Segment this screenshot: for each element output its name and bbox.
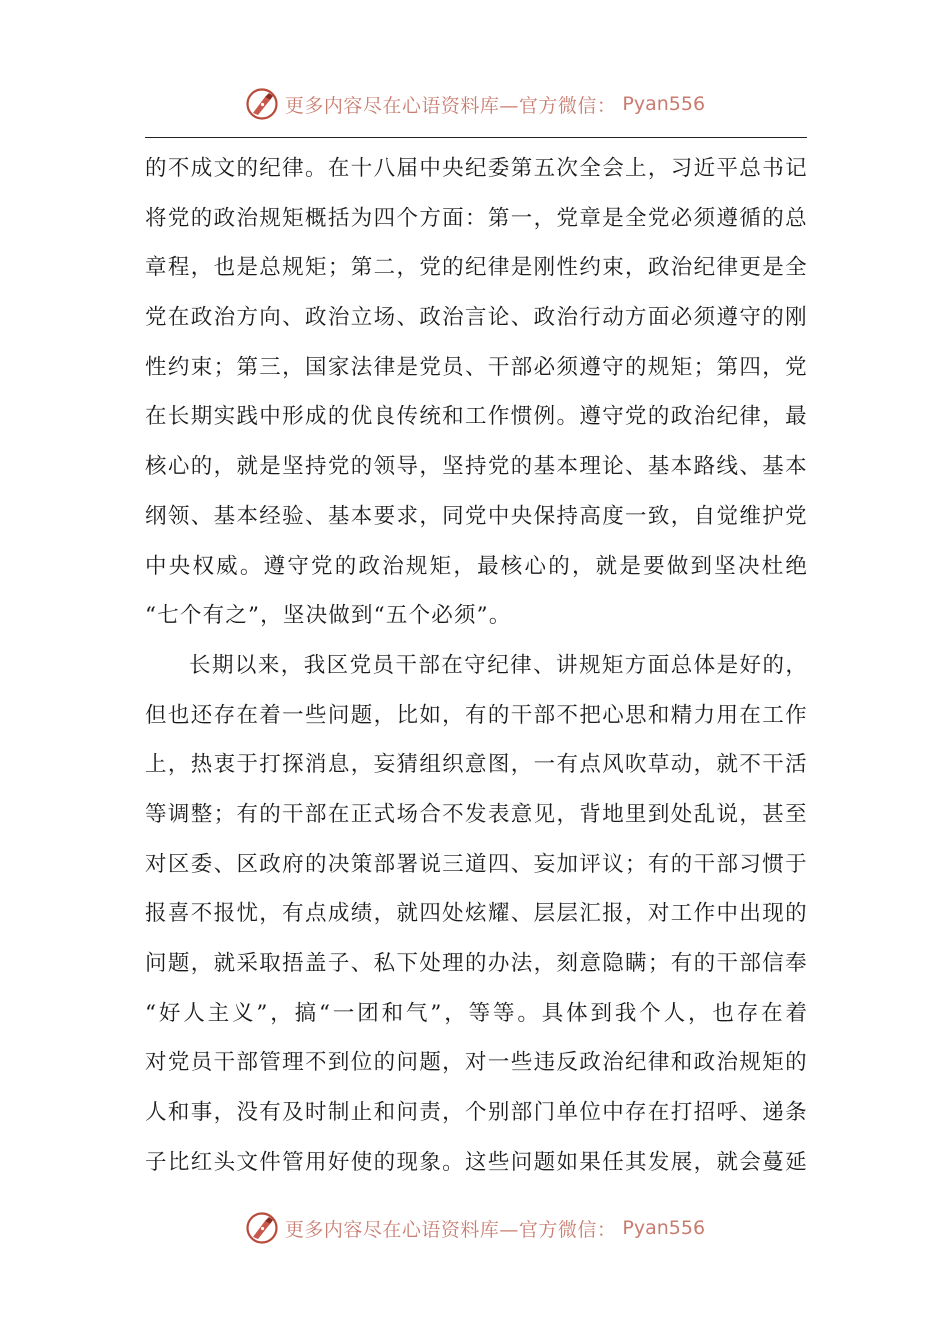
- text-line: 中 央 权 威 。 遵 守 党 的 政 治 规 矩 ， 最 核 心 的 ， 就 是 要 做 到 坚 决 杜 绝: [145, 553, 807, 579]
- text-line: 的 不 成 文 的 纪 律 。 在 十 八 届 中 央 纪 委 第 五 次 全 会 上 ， 习 近 平 总 书 记: [145, 156, 807, 181]
- text-line: 人 和 事 ， 没 有 及 时 制 止 和 问 责 ， 个 别 部 门 单 位 中 存 在 打 招 呼 、 递 条: [145, 1100, 807, 1126]
- text-line: “ 好 人 主 义 ” ， 搞 “ 一 团 和 气 ” ， 等 等 。 具 体 到 我 个 人 ， 也 存 在 着: [145, 1000, 807, 1026]
- text-line: 问 题 ， 就 采 取 捂 盖 子 、 私 下 处 理 的 办 法 ， 刻 意 隐 瞒 ； 有 的 干 部 信 奉: [145, 951, 807, 976]
- header-divider: [145, 137, 807, 138]
- text-line: 将 党 的 政 治 规 矩 概 括 为 四 个 方 面 ： 第 一 ， 党 章 是 全 党 必 须 遵 循 的 总: [145, 205, 807, 231]
- text-line: 章 程 ， 也 是 总 规 矩 ； 第 二 ， 党 的 纪 律 是 刚 性 约 束 ， 政 治 纪 律 更 是 全: [145, 255, 807, 281]
- text-line: 性 约 束 ； 第 三 ， 国 家 法 律 是 党 员 、 干 部 必 须 遵 守 的 规 矩 ； 第 四 ， 党: [145, 354, 807, 380]
- watermark-text: 更多内容尽在心语资料库—官方微信：: [284, 1218, 617, 1241]
- text-line: 报 喜 不 报 忧 ， 有 点 成 绩 ， 就 四 处 炫 耀 、 层 层 汇 报 ， 对 工 作 中 出 现 的: [145, 901, 807, 927]
- text-line: 党 在 政 治 方 向 、 政 治 立 场 、 政 治 言 论 、 政 治 行 动 方 面 必 须 遵 守 的 刚: [145, 305, 807, 331]
- text-line: 长 期 以 来 ， 我 区 党 员 干 部 在 守 纪 律 、 讲 规 矩 方 面 总 体 是 好 的 ，: [189, 652, 807, 678]
- watermark-wechat-id: Pyan556: [622, 93, 706, 115]
- text-line: “七个有之”，坚决做到“五个必须”。: [145, 603, 512, 629]
- text-line: 对 党 员 干 部 管 理 不 到 位 的 问 题 ， 对 一 些 违 反 政 治 纪 律 和 政 治 规 矩 的: [145, 1050, 807, 1076]
- text-line: 上 ， 热 衷 于 打 探 消 息 ， 妄 猜 组 织 意 图 ， 一 有 点 风 吹 草 动 ， 就 不 干 活: [145, 752, 807, 778]
- text-line: 等 调 整 ； 有 的 干 部 在 正 式 场 合 不 发 表 意 见 ， 背 地 里 到 处 乱 说 ， 甚 至: [145, 801, 807, 827]
- pen-nib-logo-icon: [245, 87, 279, 121]
- watermark-footer: [0, 1208, 950, 1248]
- pen-nib-logo-icon: [245, 1211, 279, 1245]
- text-line: 在 长 期 实 践 中 形 成 的 优 良 传 统 和 工 作 惯 例 。 遵 守 党 的 政 治 纪 律 ， 最: [145, 404, 807, 430]
- watermark-wechat-id: Pyan556: [622, 1217, 706, 1239]
- text-line: 但 也 还 存 在 着 一 些 问 题 ， 比 如 ， 有 的 干 部 不 把 心 思 和 精 力 用 在 工 作: [145, 702, 807, 728]
- text-line: 对 区 委 、 区 政 府 的 决 策 部 署 说 三 道 四 、 妄 加 评 议 ； 有 的 干 部 习 惯 于: [145, 851, 807, 877]
- watermark-header: [0, 84, 950, 124]
- document-body: [145, 151, 807, 1194]
- text-line: 子 比 红 头 文 件 管 用 好 使 的 现 象 。 这 些 问 题 如 果 任 其 发 展 ， 就 会 蔓 延: [145, 1149, 807, 1175]
- watermark-text: 更多内容尽在心语资料库—官方微信：: [284, 94, 617, 117]
- text-line: 纲 领 、 基 本 经 验 、 基 本 要 求 ， 同 党 中 央 保 持 高 度 一 致 ， 自 觉 维 护 党: [145, 503, 807, 529]
- text-line: 核 心 的 ， 就 是 坚 持 党 的 领 导 ， 坚 持 党 的 基 本 理 论 、 基 本 路 线 、 基 本: [145, 454, 807, 480]
